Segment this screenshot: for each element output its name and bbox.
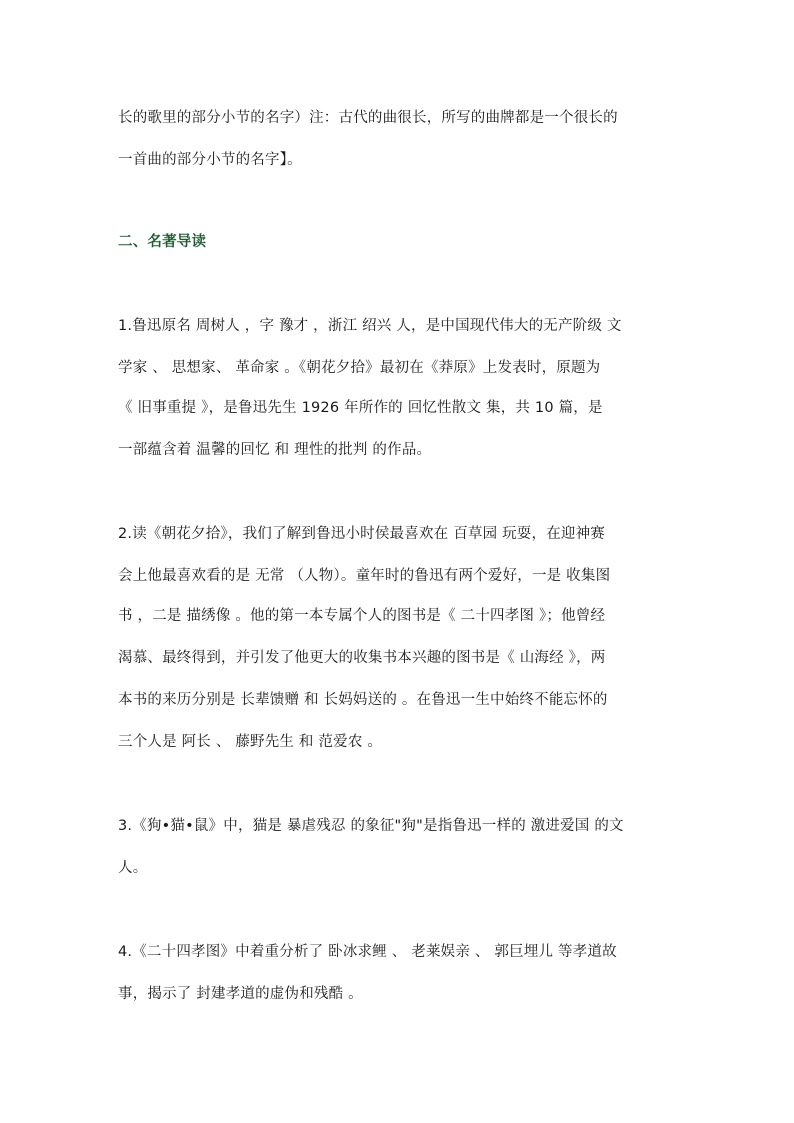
item-2-line-2: 会上他最喜欢看的是 无常 （人物）。童年时的鲁迅有两个爱好，一是 收集图 bbox=[118, 568, 611, 584]
item-2-line-1: 2.读《朝花夕拾》，我们了解到鲁迅小时侯最喜欢在 百草园 玩耍，在迎神赛 bbox=[118, 526, 605, 542]
intro-line-2: 一首曲的部分小节的名字】。 bbox=[118, 152, 302, 168]
item-2-line-6: 三个人是 阿长 、 藤野先生 和 范爱农 。 bbox=[118, 734, 383, 750]
item-1-line-1: 1.鲁迅原名 周树人 ，字 豫才 ，浙江 绍兴 人，是中国现代伟大的无产阶级 文 bbox=[118, 318, 622, 334]
section-heading: 二、名著导读 bbox=[118, 234, 207, 250]
item-2-line-3: 书 ，二是 描绣像 。他的第一本专属个人的图书是《 二十四孝图 》；他曾经 bbox=[118, 608, 606, 624]
item-1-line-3: 《 旧事重提 》，是鲁迅先生 1926 年所作的 回忆性散文 集，共 10 篇，是 bbox=[118, 400, 603, 416]
item-4-line-2: 事，揭示了 封建孝道的虚伪和残酷 。 bbox=[118, 986, 363, 1002]
item-4-line-1: 4.《二十四孝图》中着重分析了 卧冰求鲤 、 老莱娱亲 、 郭巨埋儿 等孝道故 bbox=[118, 944, 617, 960]
item-2-line-4: 渴慕、最终得到，并引发了他更大的收集书本兴趣的图书是《 山海经 》，两 bbox=[118, 650, 606, 666]
item-1-line-2: 学家 、 思想家、 革命家 。《朝花夕拾》最初在《莽原》上发表时，原题为 bbox=[118, 360, 601, 376]
item-1-line-4: 一部蕴含着 温馨的回忆 和 理性的批判 的作品。 bbox=[118, 442, 432, 458]
intro-line-1: 长的歌里的部分小节的名字）注：古代的曲很长，所写的曲牌都是一个很长的 bbox=[118, 110, 618, 126]
item-3-line-2: 人。 bbox=[118, 860, 148, 876]
item-3-line-1: 3.《狗•猫•鼠》中，猫是 暴虐残忍 的象征"狗"是指鲁迅一样的 激进爱国 的文 bbox=[118, 818, 624, 834]
item-2-line-5: 本书的来历分别是 长辈馈赠 和 长妈妈送的 。在鲁迅一生中始终不能忘怀的 bbox=[118, 692, 608, 708]
